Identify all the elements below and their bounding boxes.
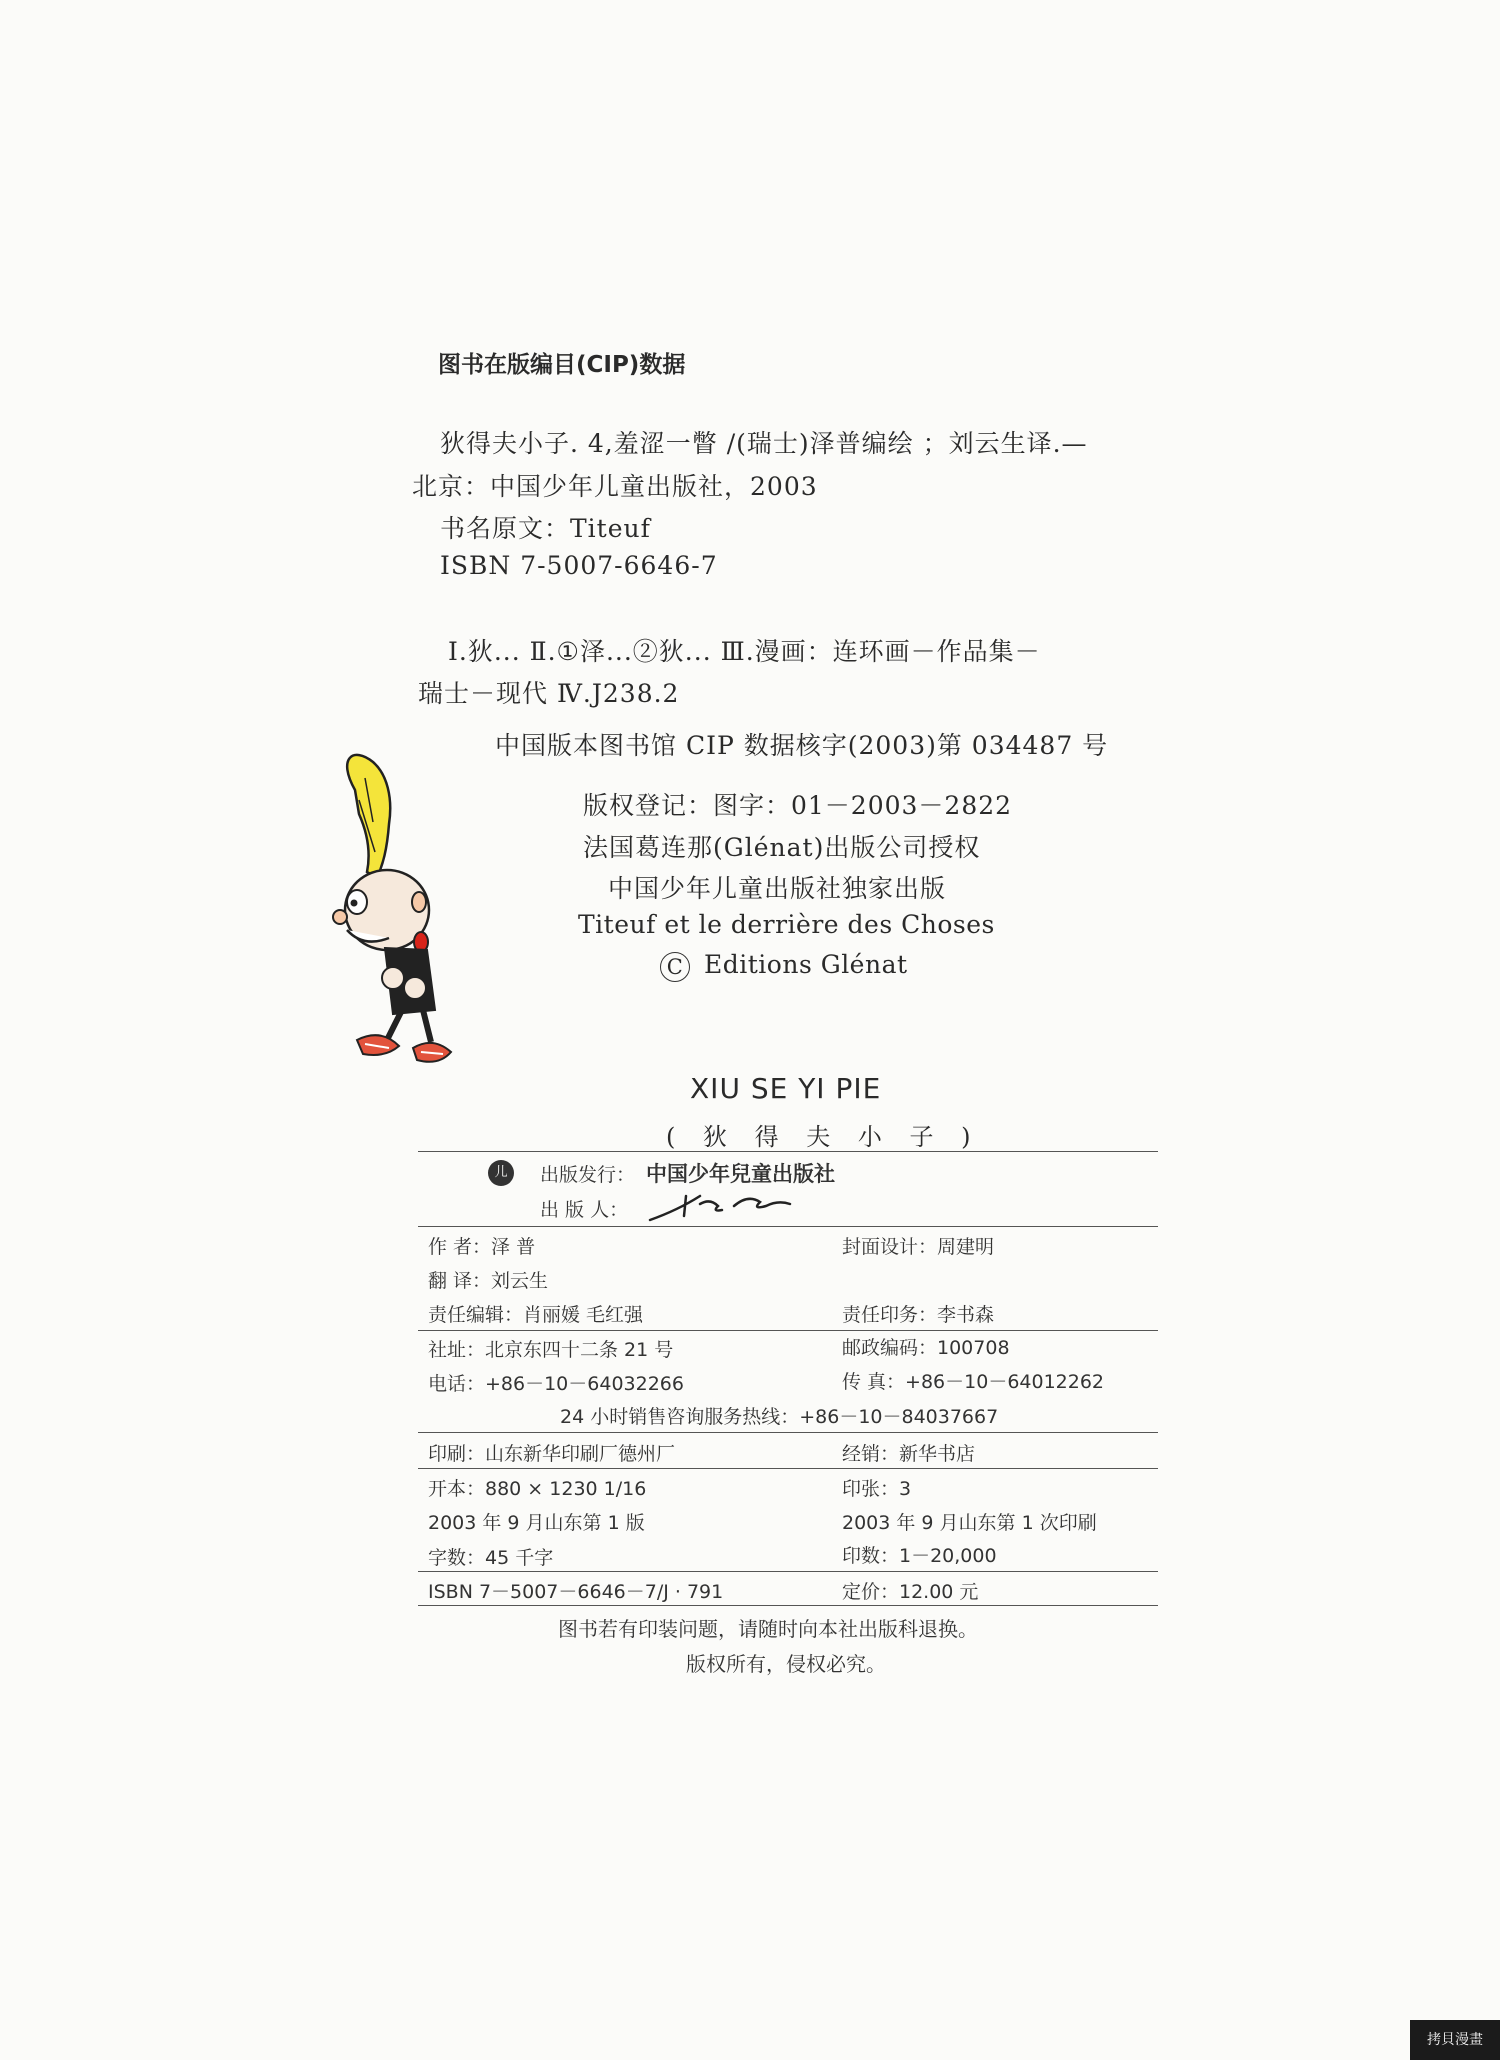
publisher-signature-icon: [648, 1186, 808, 1226]
exclusive-statement: 中国少年儿童出版社独家出版: [608, 874, 947, 903]
editions-name: Editions Glénat: [704, 950, 908, 979]
postcode-field: 邮政编码：100708: [842, 1337, 1010, 1359]
license-statement: 法国葛连那(Glénat)出版公司授权: [583, 833, 981, 862]
watermark-badge: 拷貝漫畫: [1410, 2020, 1500, 2060]
sheets-field: 印张：3: [842, 1478, 912, 1500]
cip-isbn: ISBN 7-5007-6646-7: [440, 551, 718, 580]
printing-field: 2003 年 9 月山东第 1 次印刷: [842, 1512, 1097, 1534]
fax-field: 传 真：+86－10－64012262: [842, 1371, 1105, 1393]
rights-reserved: 版权所有，侵权必究。: [686, 1652, 886, 1676]
author-field: 作 者：泽 普: [428, 1236, 536, 1258]
cip-original-title: 书名原文：Titeuf: [440, 514, 651, 543]
isbn-field: ISBN 7－5007－6646－7/J · 791: [428, 1581, 724, 1603]
cip-classification-2: 瑞士－现代 Ⅳ.J238.2: [418, 679, 680, 708]
colophon-rule-2: [418, 1226, 1158, 1227]
print-run-field: 印数：1－20,000: [842, 1545, 997, 1567]
cip-verification: 中国版本图书馆 CIP 数据核字(2003)第 034487 号: [495, 731, 1109, 760]
printer-field: 印刷：山东新华印刷厂德州厂: [428, 1443, 676, 1465]
colophon-top-rule: [418, 1151, 1158, 1152]
publisher-logo-icon: 儿: [488, 1160, 514, 1186]
editions-line: [660, 950, 908, 982]
titeuf-character-illustration: [315, 752, 470, 1072]
format-field: 开本：880 × 1230 1/16: [428, 1478, 647, 1500]
address-field: 社址：北京东四十二条 21 号: [428, 1339, 674, 1361]
edition-field: 2003 年 9 月山东第 1 版: [428, 1512, 645, 1534]
colophon-rule-5: [418, 1468, 1158, 1469]
pinyin-title: XIU SE YI PIE: [690, 1072, 882, 1105]
hotline-field: 24 小时销售咨询服务热线：+86－10－84037667: [560, 1406, 999, 1428]
distributor-field: 经销：新华书店: [842, 1443, 976, 1465]
colophon-bottom-rule: [418, 1605, 1158, 1606]
phone-field: 电话：+86－10－64032266: [428, 1373, 684, 1395]
cover-design-field: 封面设计：周建明: [842, 1236, 995, 1258]
original-title-en: Titeuf et le derrière des Choses: [578, 910, 995, 939]
cip-heading: 图书在版编目(CIP)数据: [438, 352, 686, 378]
price-field: 定价：12.00 元: [842, 1581, 979, 1603]
print-defect-notice: 图书若有印装问题，请随时向本社出版科退换。: [558, 1617, 978, 1641]
word-count-field: 字数：45 千字: [428, 1547, 554, 1569]
copyright-symbol: C: [660, 952, 690, 982]
editors-field: 责任编辑：肖丽媛 毛红强: [428, 1304, 644, 1326]
cip-title-line: 狄得夫小子. 4,羞涩一瞥 /(瑞士)泽普编绘 ；刘云生译.—: [440, 429, 1088, 458]
publisher-person-label: 出 版 人：: [540, 1199, 629, 1221]
colophon-rule-6: [418, 1571, 1158, 1572]
chinese-series-title: ( 狄 得 夫 小 子 ): [666, 1123, 981, 1151]
colophon-rule-3: [418, 1330, 1158, 1331]
publisher-name: 中国少年兒童出版社: [646, 1161, 835, 1186]
colophon-rule-4: [418, 1432, 1158, 1433]
print-supervisor-field: 责任印务：李书森: [842, 1304, 995, 1326]
cip-publisher-line: 北京：中国少年儿童出版社，2003: [412, 472, 818, 501]
cip-classification-1: Ⅰ.狄... Ⅱ.①泽...②狄... Ⅲ.漫画：连环画－作品集－: [448, 637, 1041, 666]
publisher-label: 出版发行：: [540, 1164, 636, 1186]
translator-field: 翻 译：刘云生: [428, 1270, 549, 1292]
copyright-registration: 版权登记：图字：01－2003－2822: [583, 791, 1013, 820]
